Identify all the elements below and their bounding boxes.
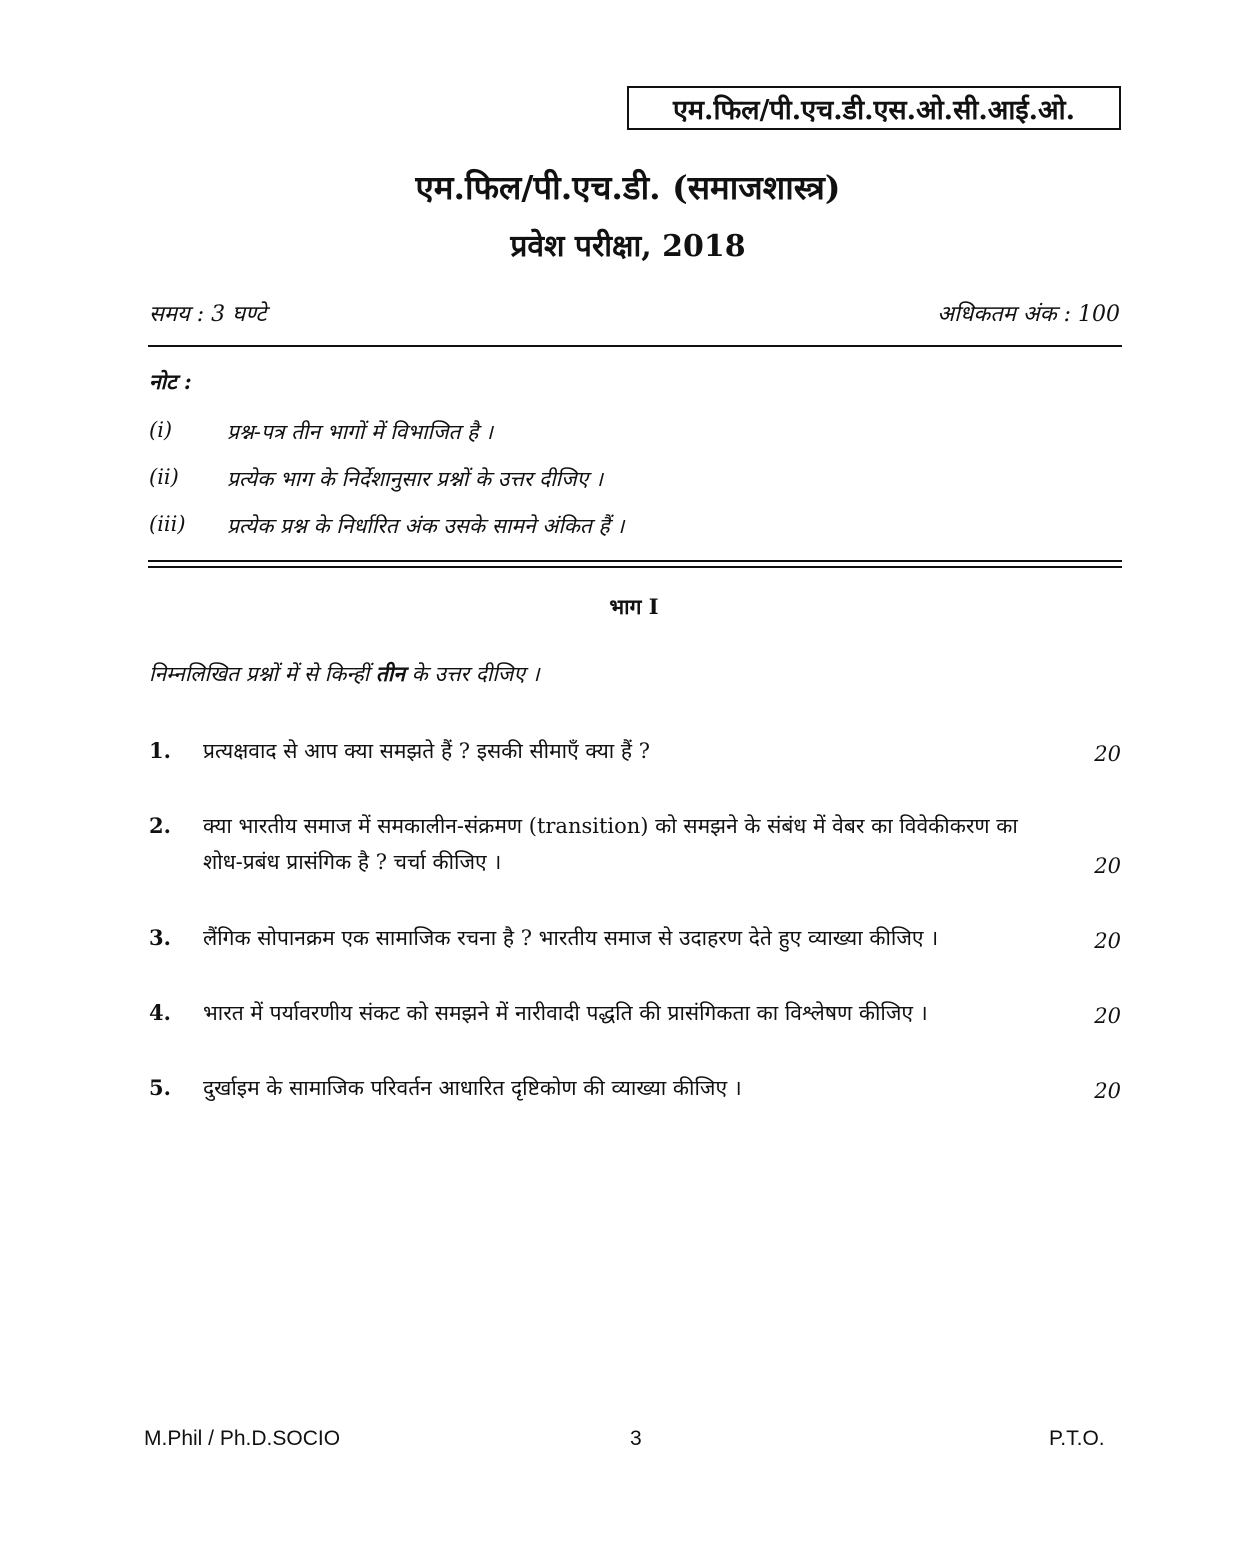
double-divider-bottom bbox=[148, 566, 1122, 568]
question-number: 4. bbox=[149, 1000, 171, 1025]
question-marks: 20 bbox=[1094, 929, 1121, 953]
question-text: दुर्खाइम के सामाजिक परिवर्तन आधारित दृष्टिकोण की व्याख्या कीजिए । bbox=[203, 1076, 742, 1100]
note-text: प्रत्येक भाग के निर्देशानुसार प्रश्नों के उत्तर दीजिए । bbox=[227, 467, 603, 491]
note-text: प्रत्येक प्रश्न के निर्धारित अंक उसके सामने अंकित हैं । bbox=[227, 514, 625, 538]
section-title: भाग I bbox=[609, 594, 659, 619]
question-marks: 20 bbox=[1094, 854, 1121, 878]
question-number: 3. bbox=[149, 925, 171, 950]
note-item bbox=[149, 418, 493, 446]
question-marks: 20 bbox=[1094, 742, 1121, 766]
instruction-emphasis: तीन bbox=[375, 661, 405, 686]
question-text: लैंगिक सोपानक्रम एक सामाजिक रचना है ? भारतीय समाज से उदाहरण देते हुए व्याख्या कीजिए । bbox=[203, 926, 939, 950]
note-number: (iii) bbox=[149, 512, 186, 536]
note-item bbox=[149, 512, 624, 540]
question-number: 1. bbox=[149, 738, 171, 763]
question-number: 2. bbox=[149, 813, 171, 838]
question-marks: 20 bbox=[1094, 1079, 1121, 1103]
divider bbox=[148, 345, 1122, 347]
instruction-text-end: के उत्तर दीजिए । bbox=[404, 662, 540, 686]
page-subtitle: प्रवेश परीक्षा, 2018 bbox=[510, 229, 746, 264]
footer-paper-code: M.Phil / Ph.D.SOCIO bbox=[144, 1427, 341, 1450]
page-title: एम.फिल/पी.एच.डी. (समाजशास्त्र) bbox=[415, 168, 841, 207]
pto-label: P.T.O. bbox=[1049, 1427, 1105, 1450]
exam-time: समय : 3 घण्टे bbox=[149, 302, 267, 327]
note-number: (ii) bbox=[149, 465, 179, 489]
exam-meta-row bbox=[149, 298, 1120, 328]
question-number: 5. bbox=[149, 1075, 171, 1100]
section-instruction bbox=[149, 660, 540, 688]
double-divider-top bbox=[148, 560, 1122, 562]
note-item bbox=[149, 465, 603, 493]
question-marks: 20 bbox=[1094, 1004, 1121, 1028]
exam-max-marks: अधिकतम अंक : 100 bbox=[937, 302, 1120, 327]
paper-code: एम.फिल/पी.एच.डी.एस.ओ.सी.आई.ओ. bbox=[672, 94, 1076, 126]
note-number: (i) bbox=[149, 418, 173, 442]
note-label: नोट : bbox=[149, 369, 192, 394]
instruction-text-start: निम्नलिखित प्रश्नों में से किन्हीं bbox=[149, 662, 376, 686]
note-text: प्रश्न-पत्र तीन भागों में विभाजित है । bbox=[227, 420, 493, 444]
question-text: भारत में पर्यावरणीय संकट को समझने में नारीवादी पद्धति की प्रासंगिकता का विश्लेषण कीजिए । bbox=[203, 1001, 928, 1025]
paper-code-box bbox=[627, 86, 1121, 130]
question-text: प्रत्यक्षवाद से आप क्या समझते हैं ? इसकी सीमाएँ क्या हैं ? bbox=[203, 739, 651, 763]
page-number: 3 bbox=[630, 1427, 642, 1450]
question-text: क्या भारतीय समाज में समकालीन-संक्रमण (transition) को समझने के संबंध में वेबर का विवेकीकरण का शोध-प्रबंध प्रासंगिक है ? चर्चा कीजिए । bbox=[203, 814, 1018, 874]
